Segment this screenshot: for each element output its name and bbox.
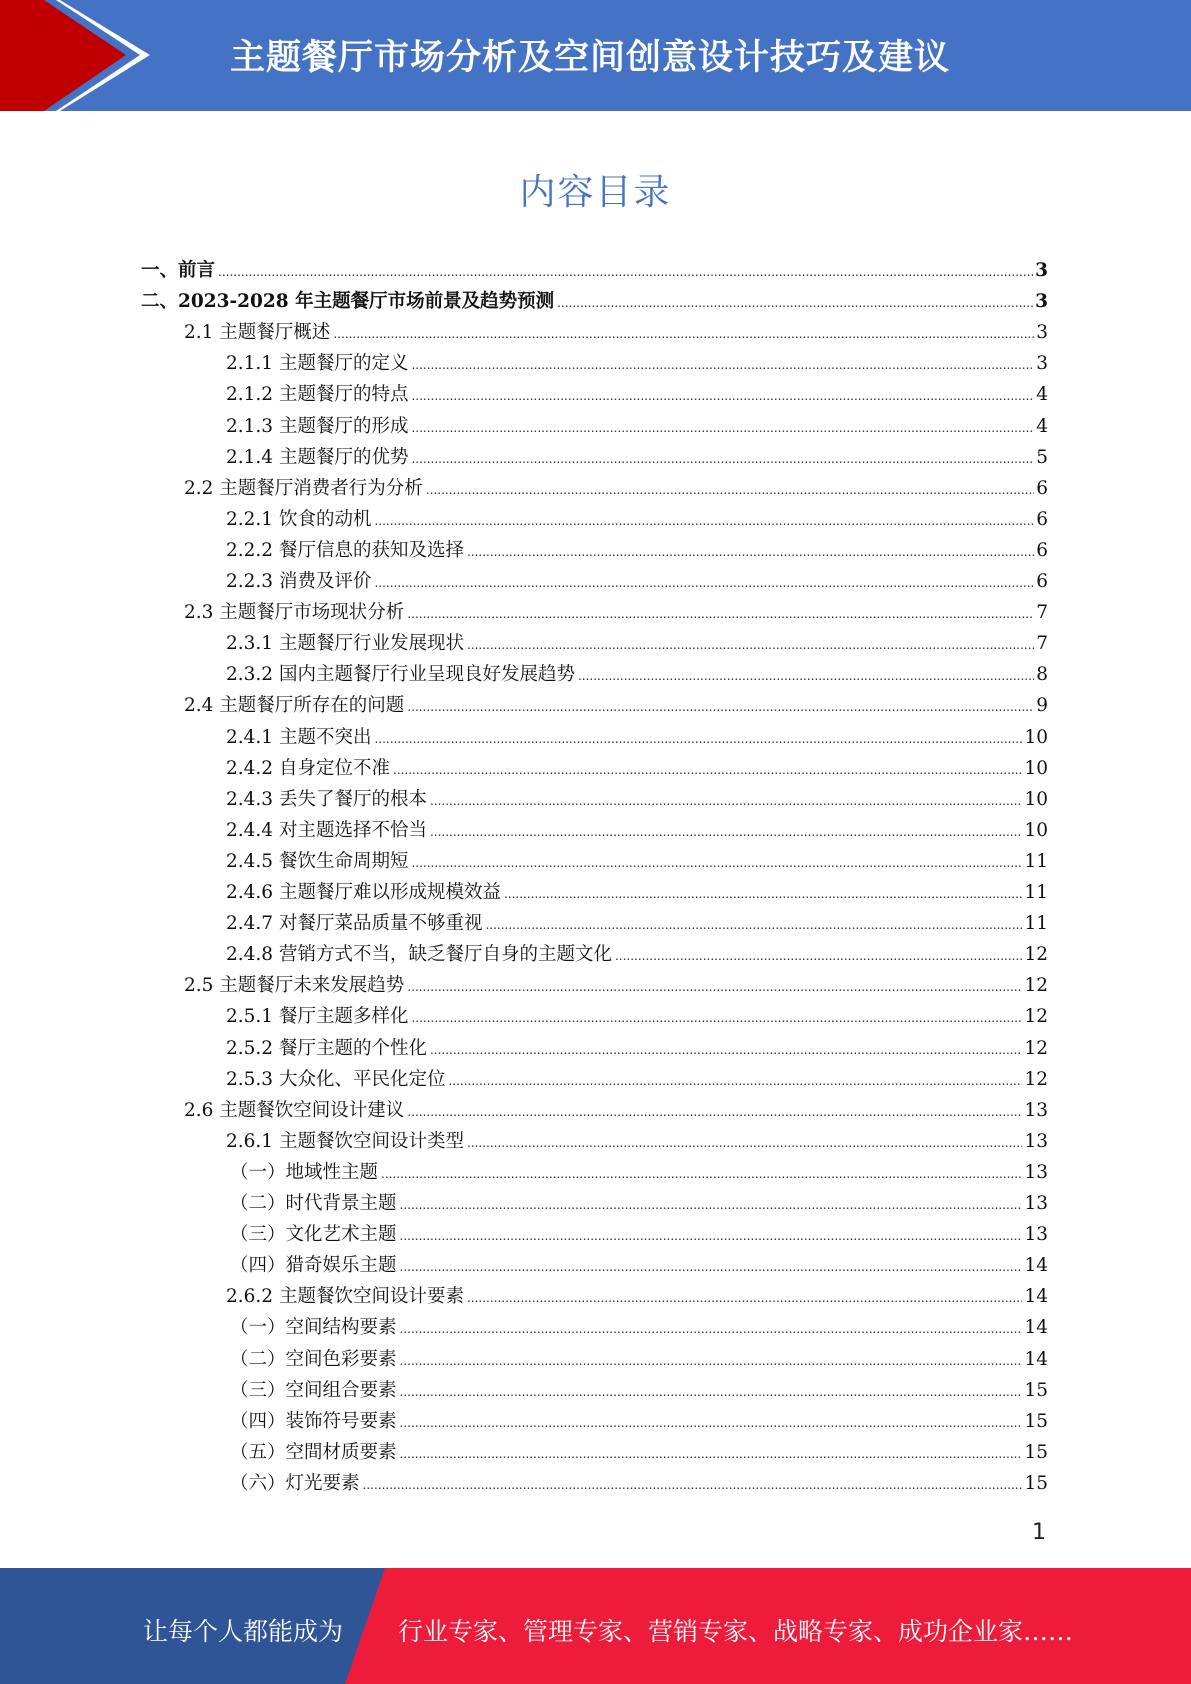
toc-entry-page: 6 <box>1036 539 1048 561</box>
toc-entry-page: 13 <box>1024 1193 1048 1214</box>
toc-dot-leader <box>557 288 1033 319</box>
toc-entry-page: 14 <box>1024 1348 1048 1370</box>
toc-entry[interactable] <box>230 1250 1048 1281</box>
toc-entry-label: 2.1.2 主题餐厅的特点 <box>226 384 409 406</box>
toc-dot-leader <box>400 1314 1023 1345</box>
toc-entry[interactable] <box>226 908 1048 939</box>
toc-dot-leader <box>467 537 1034 568</box>
toc-entry-page: 13 <box>1024 1130 1048 1152</box>
toc-entry[interactable] <box>226 846 1048 877</box>
toc-dot-leader <box>448 1066 1022 1097</box>
page-header <box>0 0 1191 111</box>
toc-entry-label: （二）时代背景主题 <box>230 1193 397 1214</box>
toc-dot-leader <box>381 1159 1022 1190</box>
toc-dot-leader <box>430 786 1022 817</box>
toc-entry[interactable] <box>226 411 1048 442</box>
toc-entry-label: 2.5.1 餐厅主题多样化 <box>226 1006 409 1028</box>
toc-entry-label: 2.6.1 主题餐饮空间设计类型 <box>226 1130 464 1152</box>
toc-dot-leader <box>411 350 1034 381</box>
toc-entry[interactable] <box>226 1126 1048 1157</box>
toc-entry[interactable] <box>184 690 1048 721</box>
toc-entry-page: 6 <box>1036 508 1048 530</box>
toc-entry-page: 11 <box>1024 882 1048 903</box>
toc-entry-label: 2.4.8 营销方式不当，缺乏餐厅自身的主题文化 <box>226 944 612 966</box>
toc-entry-label: 二、2023-2028 年主题餐厅市场前景及趋势预测 <box>141 291 555 313</box>
toc-dot-leader <box>411 413 1034 444</box>
toc-entry-page: 11 <box>1024 913 1048 935</box>
toc-entry[interactable] <box>226 753 1048 784</box>
toc-entry-label: （四）猎奇娱乐主题 <box>230 1255 397 1277</box>
toc-entry-page: 13 <box>1024 1161 1048 1183</box>
toc-entry-label: 2.1.4 主题餐厅的优势 <box>226 446 409 468</box>
toc-entry[interactable] <box>226 504 1048 535</box>
toc-dot-leader <box>411 848 1022 879</box>
toc-entry[interactable] <box>226 379 1048 410</box>
toc-entry[interactable] <box>141 255 1048 286</box>
toc-entry-page: 10 <box>1024 819 1048 841</box>
toc-entry-label: 2.2 主题餐厅消费者行为分析 <box>184 477 423 499</box>
toc-entry[interactable] <box>226 348 1048 379</box>
footer-slogan-left: 让每个人都能成为 <box>143 1617 344 1646</box>
toc-entry-label: 2.4.6 主题餐厅难以形成规模效益 <box>226 882 501 903</box>
toc-entry-page: 7 <box>1036 602 1048 624</box>
toc-entry[interactable] <box>230 1344 1048 1375</box>
toc-entry-label: （五）空間材质要素 <box>230 1441 397 1463</box>
toc-dot-leader <box>504 879 1022 910</box>
toc-entry-label: 2.4.7 对餐厅菜品质量不够重视 <box>226 913 483 935</box>
toc-entry-label: 2.5.2 餐厅主题的个性化 <box>226 1037 427 1059</box>
toc-entry-label: 一、前言 <box>141 260 216 281</box>
toc-entry-page: 4 <box>1036 384 1048 406</box>
toc-dot-leader <box>400 1221 1023 1252</box>
toc-entry-page: 3 <box>1035 260 1048 281</box>
toc-entry-page: 10 <box>1024 757 1048 779</box>
toc-entry-page: 3 <box>1036 353 1048 375</box>
toc-entry-page: 10 <box>1024 788 1048 810</box>
toc-entry[interactable] <box>226 1033 1048 1064</box>
toc-entry-label: 2.2.1 饮食的动机 <box>226 508 372 530</box>
toc-dot-leader <box>615 941 1022 972</box>
toc-entry-page: 9 <box>1036 695 1048 717</box>
footer-slogan-right: 行业专家、管理专家、营销专家、战略专家、成功企业家…… <box>398 1617 1074 1646</box>
toc-entry-page: 11 <box>1024 850 1048 872</box>
toc-dot-leader <box>411 444 1034 475</box>
toc-entry[interactable] <box>230 1312 1048 1343</box>
toc-entry-label: 2.1.3 主题餐厅的形成 <box>226 415 409 437</box>
toc-dot-leader <box>407 599 1034 630</box>
page-number: 1 <box>1032 1520 1046 1545</box>
toc-entry-page: 3 <box>1035 291 1048 313</box>
toc-entry-page: 15 <box>1024 1441 1048 1463</box>
toc-entry[interactable] <box>184 317 1048 348</box>
toc-entry-label: （六）灯光要素 <box>230 1472 360 1494</box>
toc-entry[interactable] <box>226 939 1048 970</box>
toc-dot-leader <box>426 475 1034 506</box>
toc-entry-page: 14 <box>1024 1317 1048 1339</box>
toc-entry-label: 2.6.2 主题餐饮空间设计要素 <box>226 1286 464 1308</box>
toc-dot-leader <box>411 1003 1022 1034</box>
toc-entry[interactable] <box>184 473 1048 504</box>
toc-entry-label: 2.3.1 主题餐厅行业发展现状 <box>226 633 464 655</box>
toc-dot-leader <box>485 910 1022 941</box>
toc-entry-page: 12 <box>1024 944 1048 966</box>
toc-entry-label: 2.4.1 主题不突出 <box>226 726 372 748</box>
toc-heading: 内容目录 <box>519 172 672 213</box>
toc-entry-label: 2.1.1 主题餐厅的定义 <box>226 353 409 375</box>
toc-entry[interactable] <box>184 970 1048 1001</box>
toc-entry-page: 13 <box>1024 1099 1048 1121</box>
toc-dot-leader <box>374 568 1034 599</box>
toc-dot-leader <box>218 257 1033 288</box>
toc-entry[interactable] <box>230 1437 1048 1468</box>
toc-entry[interactable] <box>230 1375 1048 1406</box>
toc-entry[interactable] <box>226 877 1048 908</box>
toc-dot-leader <box>400 1377 1023 1408</box>
toc-entry[interactable] <box>230 1219 1048 1250</box>
toc-entry-label: 2.2.3 消费及评价 <box>226 571 372 592</box>
toc-entry[interactable] <box>141 286 1048 317</box>
toc-entry-label: （四）装饰符号要素 <box>230 1410 397 1432</box>
toc-entry-page: 7 <box>1036 633 1048 655</box>
toc-entry[interactable] <box>184 597 1048 628</box>
header-arrow-fill <box>0 0 126 111</box>
toc-entry[interactable] <box>184 1095 1048 1126</box>
toc-dot-leader <box>467 630 1034 661</box>
toc-entry[interactable] <box>230 1468 1048 1499</box>
toc-entry-label: （三）文化艺术主题 <box>230 1224 397 1246</box>
toc-entry[interactable] <box>230 1188 1048 1219</box>
toc-entry-label: 2.3 主题餐厅市场现状分析 <box>184 602 405 624</box>
toc-entry-label: （一）空间结构要素 <box>230 1317 397 1339</box>
toc-entry-label: 2.5 主题餐厅未来发展趋势 <box>184 975 405 997</box>
toc-dot-leader <box>363 1470 1023 1501</box>
toc-entry-label: 2.4.5 餐饮生命周期短 <box>226 850 409 872</box>
toc-entry[interactable] <box>226 535 1048 566</box>
toc-dot-leader <box>407 692 1034 723</box>
toc-dot-leader <box>578 661 1034 692</box>
toc-entry-page: 5 <box>1036 446 1048 468</box>
toc-entry-page: 12 <box>1024 975 1048 997</box>
toc-entry[interactable] <box>226 1281 1048 1312</box>
toc-entry[interactable] <box>226 628 1048 659</box>
toc-entry-label: 2.5.3 大众化、平民化定位 <box>226 1068 446 1090</box>
toc-dot-leader <box>393 755 1022 786</box>
toc-entry-page: 14 <box>1024 1255 1048 1277</box>
toc-entry[interactable] <box>226 722 1048 753</box>
toc-entry-page: 13 <box>1024 1224 1048 1246</box>
toc-entry-label: 2.4.3 丢失了餐厅的根本 <box>226 788 427 810</box>
toc-entry-page: 8 <box>1036 664 1048 686</box>
toc-entry[interactable] <box>226 815 1048 846</box>
toc-dot-leader <box>430 1035 1022 1066</box>
toc-entry-label: 2.1 主题餐厅概述 <box>184 322 331 344</box>
toc-entry[interactable] <box>226 1001 1048 1032</box>
toc-entry-page: 3 <box>1036 322 1048 344</box>
toc-entry-page: 6 <box>1036 477 1048 499</box>
toc-entry-label: 2.4 主题餐厅所存在的问题 <box>184 695 405 717</box>
toc-entry[interactable] <box>226 442 1048 473</box>
toc-dot-leader <box>400 1439 1023 1470</box>
toc-entry[interactable] <box>226 1064 1048 1095</box>
toc-entry-page: 15 <box>1024 1379 1048 1401</box>
toc-dot-leader <box>374 724 1022 755</box>
toc-dot-leader <box>400 1408 1023 1439</box>
toc-entry-page: 12 <box>1024 1006 1048 1028</box>
document-title: 主题餐厅市场分析及空间创意设计技巧及建议 <box>230 38 951 78</box>
toc-dot-leader <box>467 1283 1022 1314</box>
toc-dot-leader <box>407 972 1022 1003</box>
toc-entry-page: 10 <box>1024 726 1048 748</box>
toc-entry-label: （二）空间色彩要素 <box>230 1348 397 1370</box>
toc-dot-leader <box>467 1128 1022 1159</box>
toc-entry-page: 12 <box>1024 1068 1048 1090</box>
toc-entry-label: （三）空间组合要素 <box>230 1379 397 1401</box>
toc-entry-label: 2.3.2 国内主题餐厅行业呈现良好发展趋势 <box>226 664 575 686</box>
toc-entry-label: 2.4.2 自身定位不准 <box>226 757 390 779</box>
toc-entry-label: 2.2.2 餐厅信息的获知及选择 <box>226 539 464 561</box>
toc-entry-page: 6 <box>1036 571 1048 592</box>
toc-dot-leader <box>407 1097 1022 1128</box>
toc-dot-leader <box>430 817 1022 848</box>
toc-entry[interactable] <box>230 1406 1048 1437</box>
toc-entry-page: 15 <box>1024 1472 1048 1494</box>
toc-dot-leader <box>400 1252 1023 1283</box>
toc-dot-leader <box>333 319 1034 350</box>
toc-entry-page: 14 <box>1024 1286 1048 1308</box>
toc-entry-page: 4 <box>1036 415 1048 437</box>
page-footer <box>0 1568 1191 1684</box>
toc-entry[interactable] <box>226 784 1048 815</box>
toc-entry-label: 2.6 主题餐饮空间设计建议 <box>184 1099 405 1121</box>
toc-entry-page: 15 <box>1024 1410 1048 1432</box>
toc-entry[interactable] <box>226 566 1048 597</box>
toc-entry[interactable] <box>230 1157 1048 1188</box>
toc-dot-leader <box>400 1190 1023 1221</box>
toc-entry-label: （一）地域性主题 <box>230 1161 379 1183</box>
toc-entry-label: 2.4.4 对主题选择不恰当 <box>226 819 427 841</box>
toc-dot-leader <box>411 381 1034 412</box>
toc-dot-leader <box>400 1346 1023 1377</box>
toc-dot-leader <box>374 506 1034 537</box>
toc-entry-page: 12 <box>1024 1037 1048 1059</box>
toc-entry[interactable] <box>226 659 1048 690</box>
